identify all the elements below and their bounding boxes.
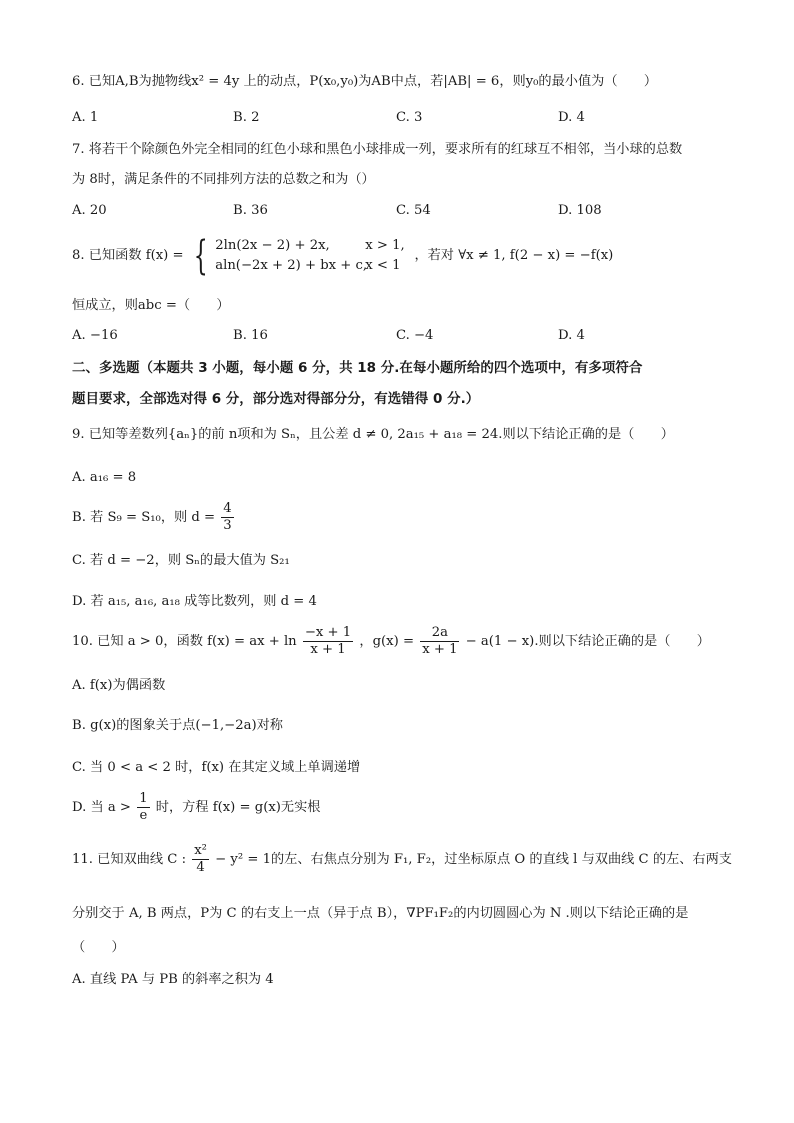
q10-post: − a(1 − x).则以下结论正确的是（ ） — [465, 634, 710, 649]
q8-option-b: B. 16 — [233, 328, 268, 343]
q11-stem-line3: （ ） — [72, 940, 125, 955]
q9-option-b-fraction — [221, 501, 233, 534]
brace-symbol: { — [193, 232, 208, 279]
q6-option-b: B. 2 — [233, 110, 260, 125]
fraction-numerator: −x + 1 — [304, 625, 352, 640]
q8-prefix: 8. 已知函数 f(x) = — [72, 248, 184, 263]
fraction-numerator: x² — [194, 843, 207, 858]
q8-piecewise — [188, 232, 410, 279]
q7-stem-line1: 7. 将若干个除颜色外完全相同的红色小球和黑色小球排成一列，要求所有的红球互不相邻，当小球的总数 — [72, 142, 683, 157]
q9-option-b-text: B. 若 S₉ = S₁₀，则 d = — [72, 510, 216, 525]
q10-option-d-post: 时，方程 f(x) = g(x)无实根 — [155, 800, 321, 815]
q6-option-c: C. 3 — [396, 110, 423, 125]
q8-stem — [72, 234, 613, 278]
q8-case1: 2ln(2x − 2) + 2x, — [215, 237, 330, 253]
q9-stem: 9. 已知等差数列{aₙ}的前 n项和为 Sₙ，且公差 d ≠ 0, 2a₁₅ + a₁₈ = 24.则以下结论正确的是（ ） — [72, 427, 674, 442]
fraction-numerator: 1 — [139, 791, 148, 806]
q9-option-c: C. 若 d = −2，则 Sₙ的最大值为 S₂₁ — [72, 553, 290, 568]
q6-option-a: A. 1 — [72, 110, 99, 125]
q11-fraction — [192, 843, 209, 876]
fraction-numerator: 2a — [420, 625, 459, 642]
q10-option-d-fraction — [137, 791, 149, 824]
q10-stem — [72, 622, 710, 662]
q8-case2: aln(−2x + 2) + bx + c, — [215, 257, 368, 273]
q6-stem: 6. 已知A,B为抛物线x² = 4y 上的动点，P(x₀,y₀)为AB中点，若|AB| = 6，则y₀的最小值为（ ） — [72, 74, 658, 89]
q10-option-a: A. f(x)为偶函数 — [72, 678, 166, 693]
q11-stem-line2: 分别交于 A, B 两点，P为 C 的右支上一点（异于点 B），∇PF₁F₂的内切圆圆心为 N .则以下结论正确的是 — [72, 906, 689, 921]
q10-option-d-pre: D. 当 a > — [72, 800, 131, 815]
q11-stem — [72, 840, 732, 880]
q10-option-b: B. g(x)的图象关于点(−1,−2a)对称 — [72, 718, 283, 733]
q8-option-c: C. −4 — [396, 328, 434, 343]
fraction-denominator: x + 1 — [310, 642, 346, 657]
fraction-numerator: 4 — [223, 501, 232, 516]
fraction-denominator: x + 1 — [422, 642, 458, 657]
q8-cond2: x < 1 — [365, 257, 401, 273]
q8-cases — [215, 236, 410, 276]
q11-option-a: A. 直线 PA 与 PB 的斜率之积为 4 — [72, 972, 274, 987]
fraction-denominator: e — [139, 808, 148, 823]
q7-option-b: B. 36 — [233, 203, 268, 218]
q10-fraction2 — [420, 625, 459, 658]
q6-option-d: D. 4 — [558, 110, 585, 125]
q9-option-a: A. a₁₆ = 8 — [72, 470, 137, 485]
q11-pre: 11. 已知双曲线 C : — [72, 852, 187, 867]
q9-option-d: D. 若 a₁₅, a₁₆, a₁₈ 成等比数列，则 d = 4 — [72, 594, 317, 609]
q7-stem-line2: 为 8时，满足条件的不同排列方法的总数之和为（） — [72, 172, 375, 187]
fraction-denominator: 3 — [223, 518, 232, 533]
q8-cond1: x > 1, — [365, 237, 405, 253]
q10-pre: 10. 已知 a > 0，函数 f(x) = ax + ln — [72, 634, 297, 649]
q9-option-b — [72, 498, 236, 538]
q7-option-d: D. 108 — [558, 203, 602, 218]
q8-suffix: ，若对 ∀x ≠ 1, f(2 − x) = −f(x) — [414, 248, 614, 263]
q11-post: − y² = 1的左、右焦点分别为 F₁, F₂，过坐标原点 O 的直线 l 与双曲线 C 的左、右两支 — [215, 852, 732, 867]
section2-heading-line1: 二、多选题（本题共 3 小题，每小题 6 分，共 18 分.在每小题所给的四个选项中，有多项符合 — [72, 360, 643, 376]
section2-heading-line2: 题目要求，全部选对得 6 分，部分选对得部分分，有选错得 0 分.） — [72, 391, 480, 407]
q10-option-d — [72, 788, 321, 828]
q8-stem-line2: 恒成立，则abc =（ ） — [72, 298, 230, 313]
q7-option-a: A. 20 — [72, 203, 107, 218]
fraction-denominator: 4 — [196, 860, 205, 875]
q7-option-c: C. 54 — [396, 203, 431, 218]
q10-mid: ，g(x) = — [359, 634, 414, 649]
q8-option-d: D. 4 — [558, 328, 585, 343]
q10-option-c: C. 当 0 < a < 2 时，f(x) 在其定义域上单调递增 — [72, 760, 361, 775]
q10-fraction1 — [303, 625, 353, 658]
q8-option-a: A. −16 — [72, 328, 118, 343]
